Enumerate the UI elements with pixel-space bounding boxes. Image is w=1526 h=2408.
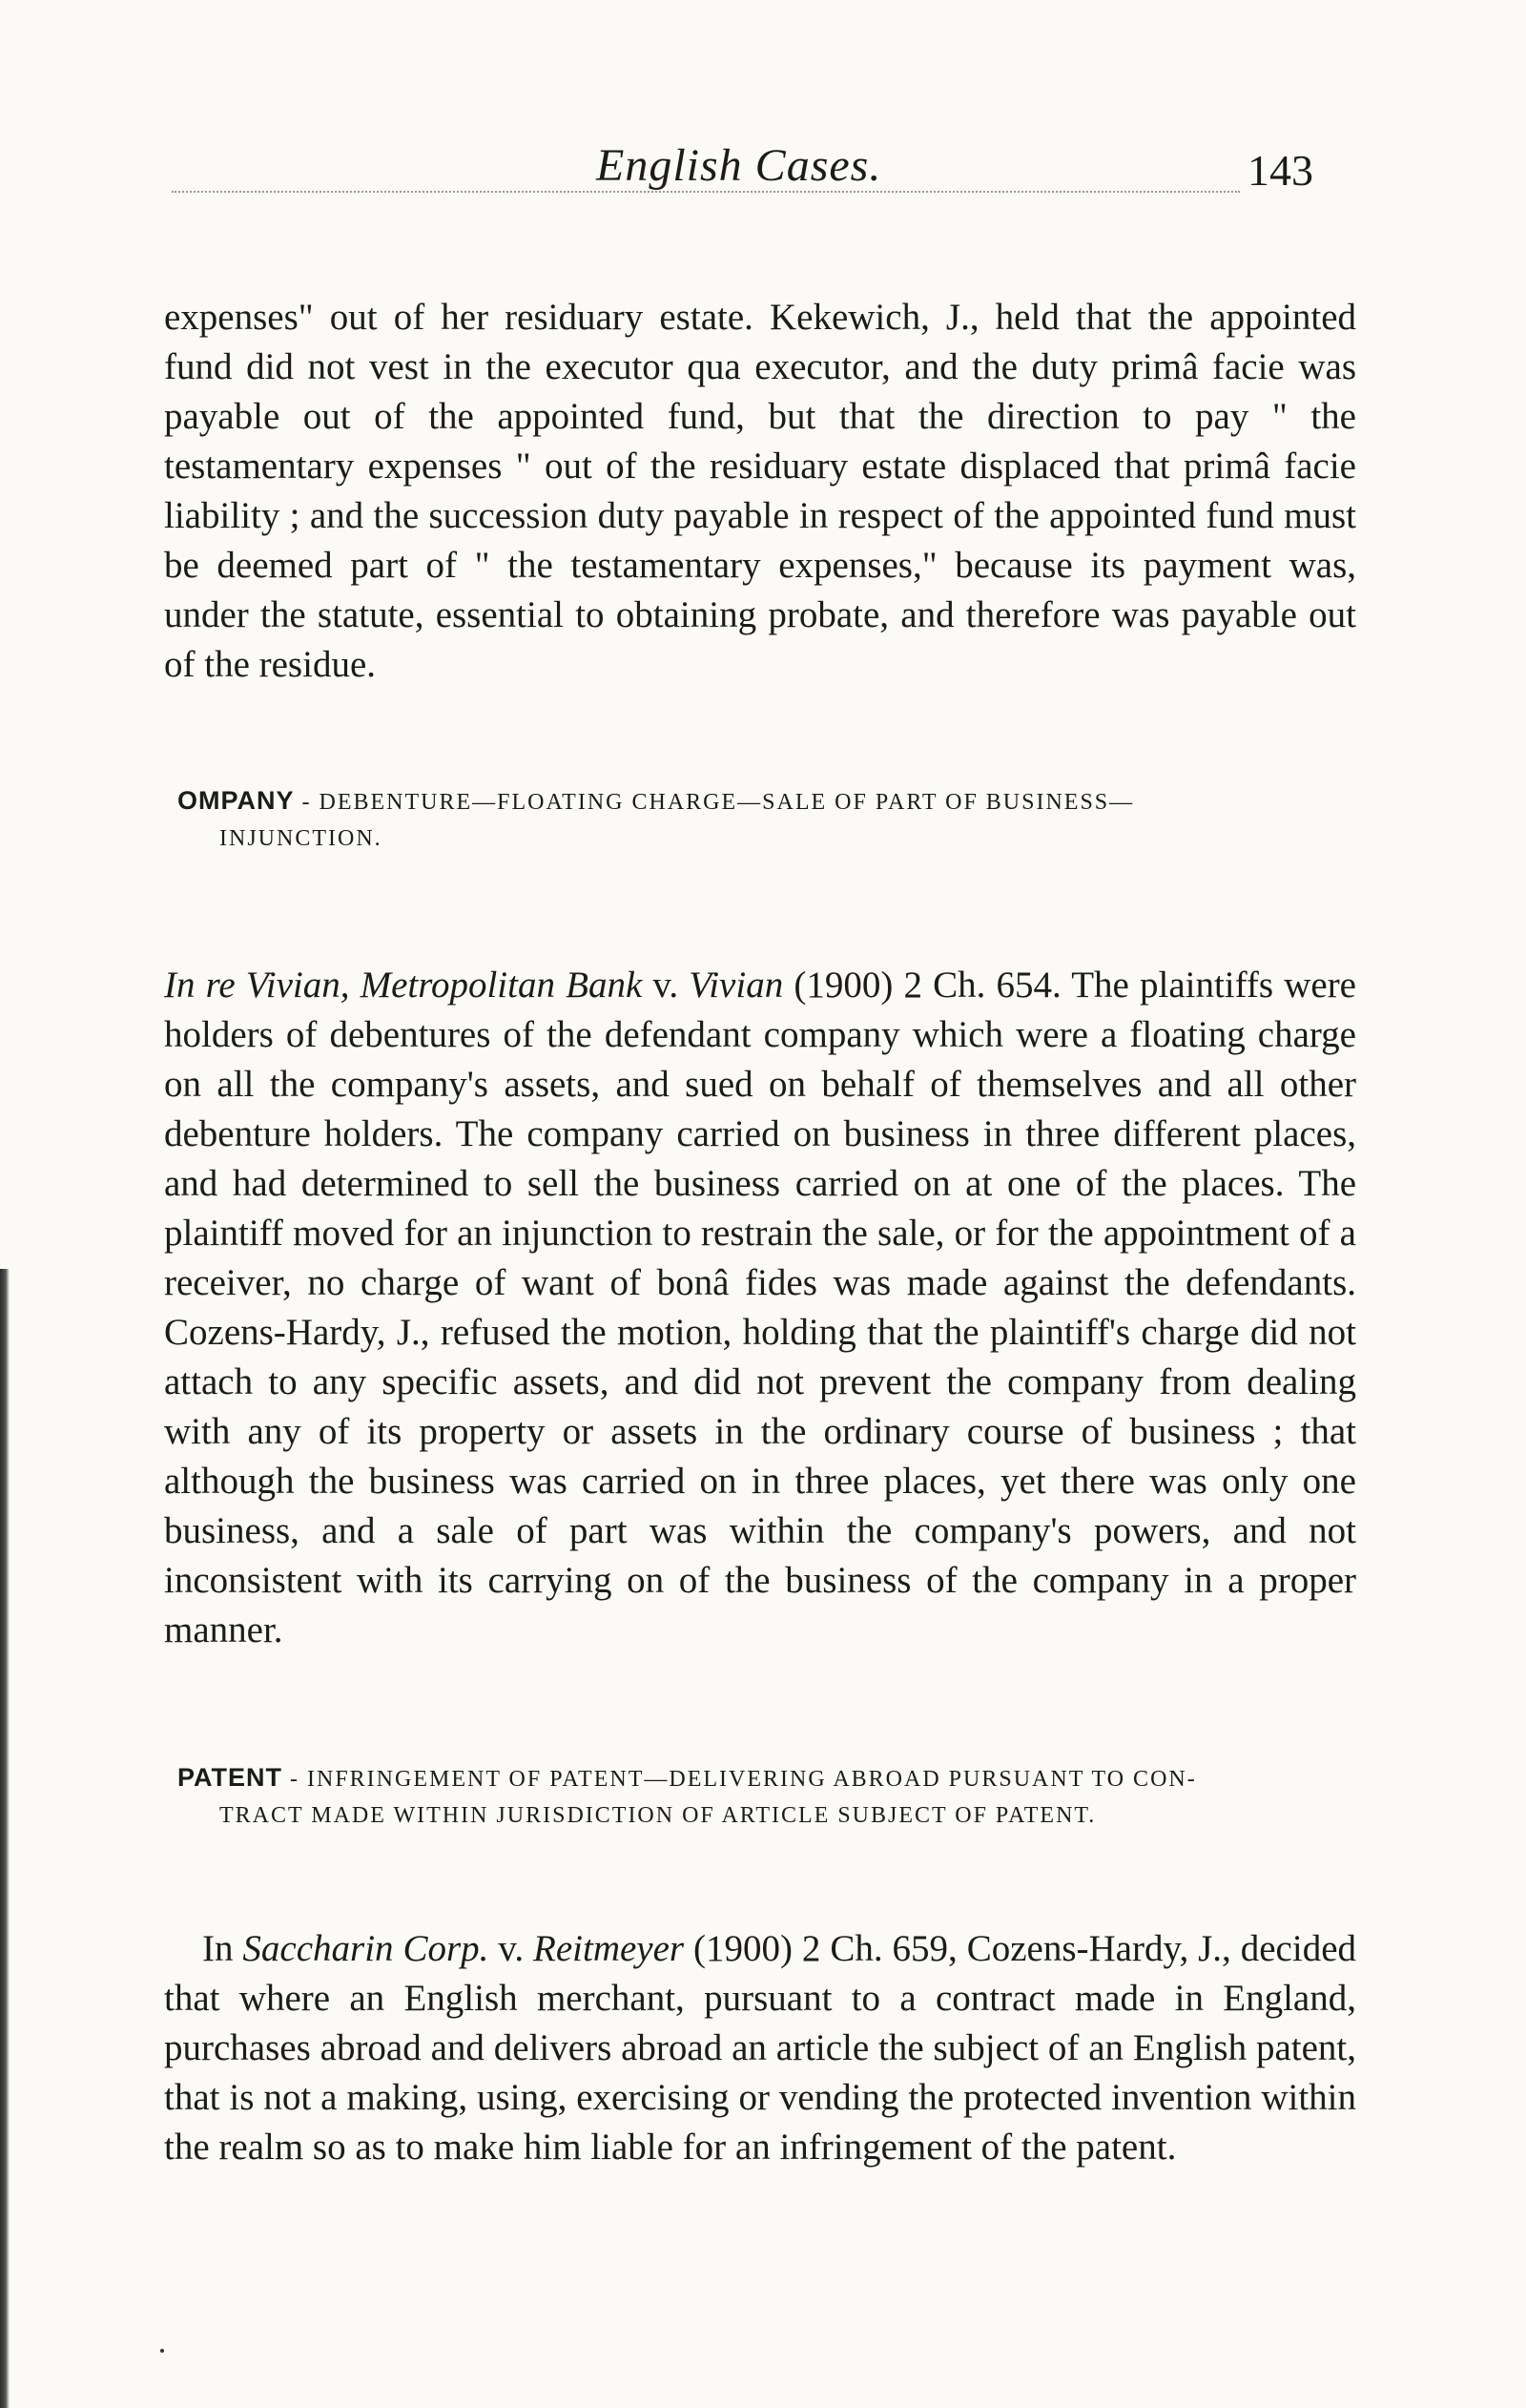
running-title: English Cases. xyxy=(596,140,882,191)
case-versus: v. xyxy=(642,965,690,1006)
section-heading-company xyxy=(177,782,1356,857)
case-name-in-re: In re Vivian, Metropolitan Bank xyxy=(164,965,643,1006)
case-party-1: Saccharin Corp. xyxy=(242,1928,489,1969)
case-citation: (1900) 2 Ch. 654. xyxy=(783,965,1062,1006)
page-number: 143 xyxy=(1248,146,1313,195)
case-citation: (1900) 2 Ch. 659, xyxy=(684,1928,958,1969)
case-lead: In xyxy=(202,1928,243,1969)
print-speck xyxy=(160,2349,164,2353)
page-header xyxy=(0,132,1526,198)
case-paragraph-vivian xyxy=(164,961,1356,1655)
case-party: Vivian xyxy=(689,965,784,1006)
case-versus: v. xyxy=(488,1928,534,1969)
section-heading-line-2: TRACT MADE WITHIN JURISDICTION OF ARTICLE SUBJECT OF PATENT. xyxy=(219,1803,1097,1828)
case-party-2: Reitmeyer xyxy=(533,1928,685,1969)
binding-shadow xyxy=(0,1269,10,2408)
section-heading-patent xyxy=(177,1759,1356,1834)
section-heading-line-1: - INFRINGEMENT OF PATENT—DELIVERING ABROAD PURSUANT TO CON- xyxy=(290,1767,1197,1792)
section-heading-line-2: INJUNCTION. xyxy=(219,826,382,851)
case-body: Cozens-Hardy, J., decided that where an English merchant, pursuant to a contract made in England, purchases abroad and delivers abroad an article the subject of an English patent, that is not a making, using, exercising or vending the protected invention within the realm so as to make him liable for an infringement of the patent. xyxy=(164,1928,1356,2168)
section-topic: OMPANY xyxy=(177,786,295,815)
section-topic: PATENT xyxy=(177,1763,282,1792)
case-paragraph-saccharin xyxy=(164,1924,1356,2172)
header-rule xyxy=(172,191,1240,193)
paragraph-continued: expenses" out of her residuary estate. Kekewich, J., held that the appointed fund did not vest in the executor qua executor, and the duty primâ facie was payable out of the appointed fund, but that the direction to pay " the testamentary expenses " out of the residuary estate displaced that primâ facie liability ; and the succession duty payable in respect of the appointed fund must be deemed part of " the testamentary expenses," because its payment was, under the statute, essential to obtaining probate, and therefore was payable out of the residue. xyxy=(164,297,1356,685)
case-body: The plaintiffs were holders of debentures of the defendant company which were a floating charge on all the company's assets, and sued on behalf of themselves and all other debenture holders. The company carried on business in three different places, and had determined to sell the business carried on at one of the places. The plaintiff moved for an injunction to restrain the sale, or for the appointment of a receiver, no charge of want of bonâ fides was made against the defendants. Cozens-Hardy, J., refused the motion, holding that the plaintiff's charge did not attach to any specific assets, and did not prevent the company from dealing with any of its property or assets in the ordinary course of business ; that although the business was carried on in three places, yet there was only one business, and a sale of part was within the company's powers, and not inconsistent with its carrying on of the business of the company in a proper manner. xyxy=(164,965,1356,1650)
section-heading-line-1: - DEBENTURE—FLOATING CHARGE—SALE OF PART OF BUSINESS— xyxy=(301,790,1135,815)
